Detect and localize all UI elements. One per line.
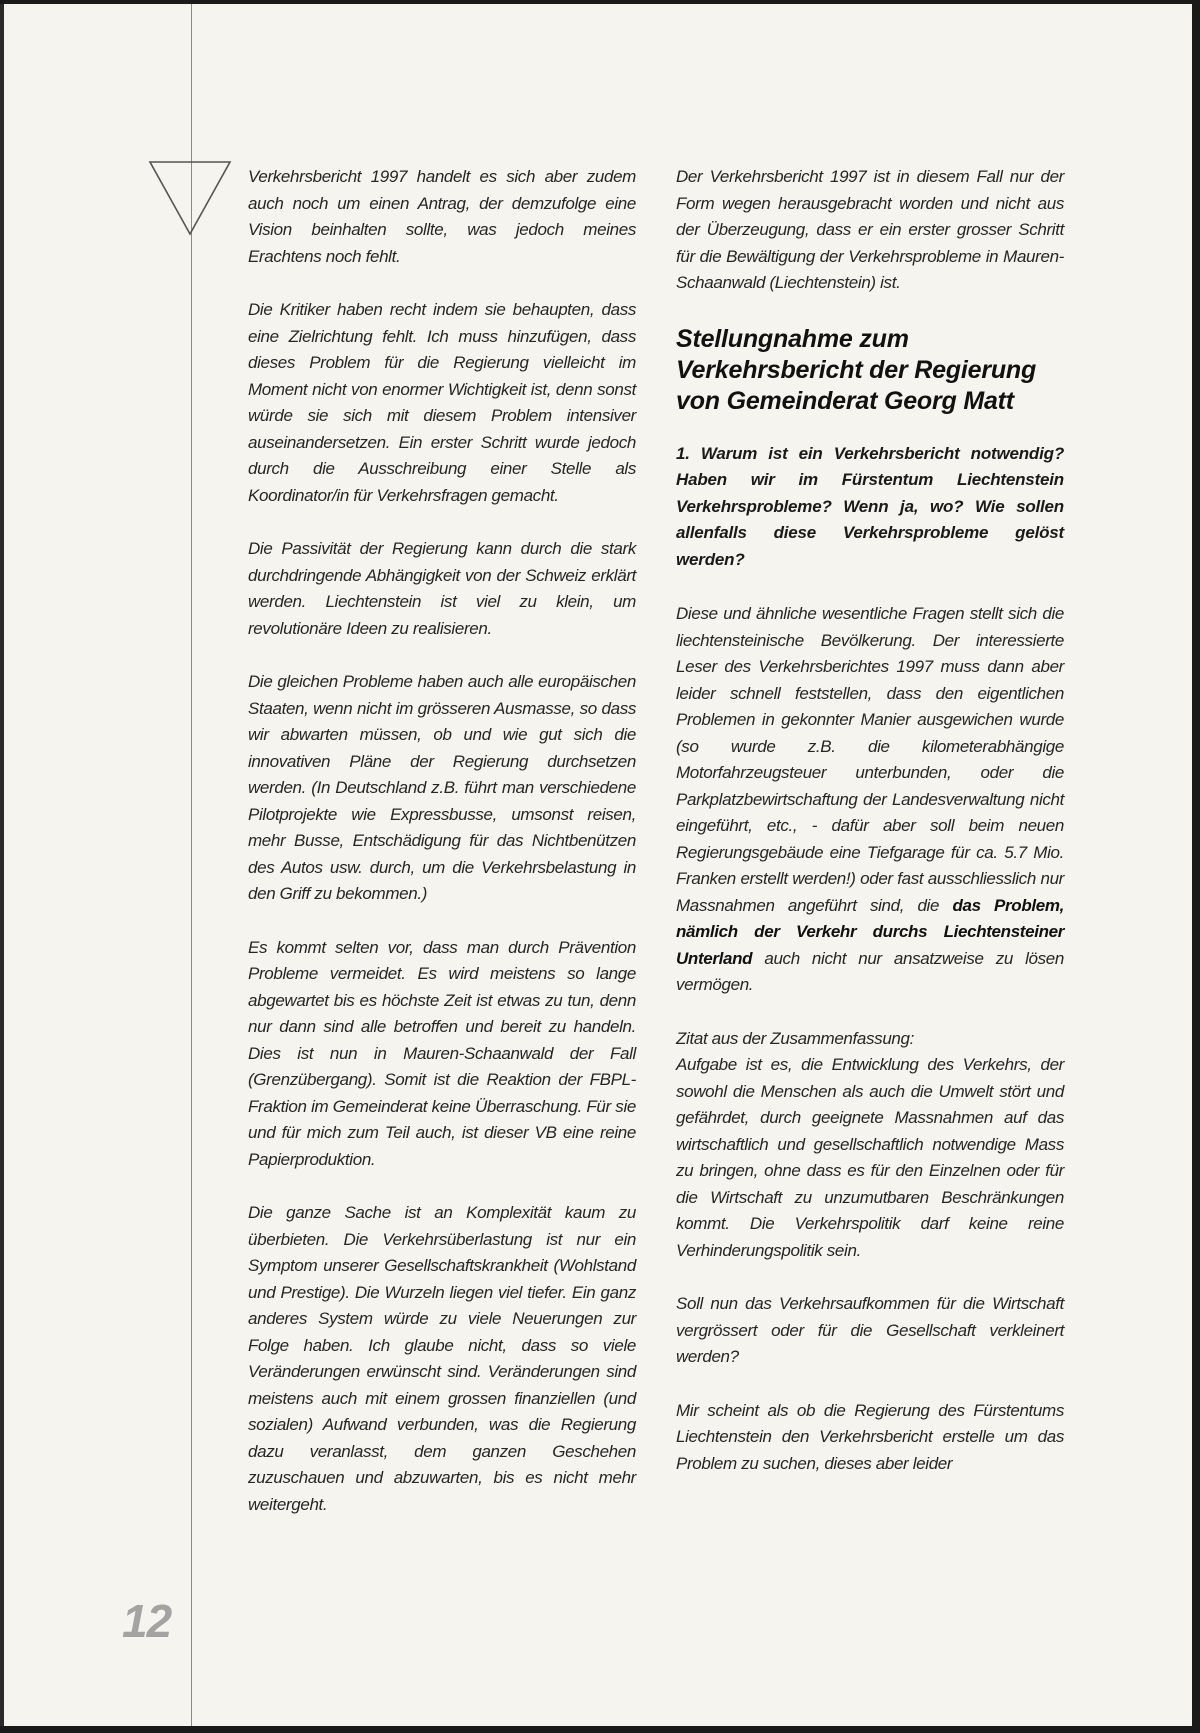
paragraph: Soll nun das Verkehrsaufkommen für die Wirtschaft vergrössert oder für die Gesellschaft verkleinert werden? <box>676 1294 1064 1366</box>
section-heading: Stellungnahme zum Verkehrsbericht der Regierung von Gemeinderat Georg Matt <box>676 324 1037 415</box>
paragraph: Die Passivität der Regierung kann durch die stark durchdringende Abhängigkeit von der Schweiz erklärt werden. Liechtenstein ist viel zu klein, um revolutionäre Ideen zu realisieren. <box>248 539 636 638</box>
margin-rule <box>191 4 192 1726</box>
quote-label: Zitat aus der Zusammenfassung: <box>676 1028 915 1048</box>
paragraph <box>676 601 1064 999</box>
paragraph: Die gleichen Probleme haben auch alle europäischen Staaten, wenn nicht im grösseren Ausmasse, so dass wir abwarten müssen, ob und wie gut sich die innovativen Pläne der Regierung durchsetzen werden. (In Deutschland z.B. führt man verschiedene Pilotprojekte wie Expressbusse, umsonst reisen, mehr Busse, Entschädigung für das Nichtbenützen des Autos usw. durch, um die Verkehrsbelastung in den Griff zu bekommen.) <box>248 672 636 903</box>
intro-paragraph: Der Verkehrsbericht 1997 ist in diesem Fall nur der Form wegen herausgebracht worden und nicht aus der Überzeugung, dass er ein erster grosser Schritt für die Bewältigung der Verkehrsprobleme in Mauren-Schaanwald (Liechtenstein) ist. <box>676 167 1064 292</box>
left-column <box>248 164 636 1545</box>
right-column <box>676 164 1064 1504</box>
paragraph-text: auch nicht nur ansatzweise zu lösen vermögen. <box>676 948 1064 994</box>
quote-text: Aufgabe ist es, die Entwicklung des Verkehrs, der sowohl die Menschen als auch die Umwelt stört und gefährdet, durch geeignete Massnahmen auf das wirtschaftlich und gesellschaftlich notwendige Mass zu bringen, ohne dass es für den Einzelnen oder für die Wirtschaft zu unzumutbaren Beschränkungen kommt. Die Verkehrspolitik darf keine reine Verhinderungspolitik sein. <box>676 1055 1064 1260</box>
emphasis-text: das Problem, nämlich der Verkehr durchs Liechtensteiner Unterland <box>676 895 1064 968</box>
paragraph: Es kommt selten vor, dass man durch Prävention Probleme vermeidet. Es wird meistens so lange abgewartet bis es höchste Zeit ist etwas zu tun, denn nur dann sind alle betroffen und bereit zu handeln. Dies ist nun in Mauren-Schaanwald der Fall (Grenzübergang). Somit ist die Reaktion der FBPL-Fraktion im Gemeinderat keine Überraschung. Für sie und für mich zum Teil auch, ist dieser VB eine reine Papierproduktion. <box>248 937 636 1169</box>
yield-triangle-icon <box>148 160 232 236</box>
page-number: 12 <box>122 1595 172 1647</box>
question-paragraph: 1. Warum ist ein Verkehrsbericht notwendig? Haben wir im Fürstentum Liechtenstein Verkehrsprobleme? Wenn ja, wo? Wie sollen allenfalls diese Verkehrsprobleme gelöst werden? <box>676 443 1064 569</box>
paragraph: Die Kritiker haben recht indem sie behaupten, dass eine Zielrichtung fehlt. Ich muss hinzufügen, dass dieses Problem für die Regierung vielleicht im Moment nicht von enormer Wichtigkeit ist, denn sonst würde sie sich mit diesem Problem intensiver auseinandersetzen. Ein erster Schritt wurde jedoch durch die Ausschreibung einer Stelle als Koordinator/in für Verkehrsfragen gemacht. <box>248 300 636 505</box>
document-page <box>0 4 1192 1726</box>
paragraph: Die ganze Sache ist an Komplexität kaum zu überbieten. Die Verkehrsüberlastung ist nur ein Symptom unserer Gesellschaftskrankheit (Wohlstand und Prestige). Die Wurzeln liegen viel tiefer. Ein ganz anderes System würde zu viele Neuerungen zur Folge haben. Ich glaube nicht, dass so viele Veränderungen erwünscht sind. Veränderungen sind meistens auch mit einem grossen finanziellen (und sozialen) Aufwand verbunden, was die Regierung dazu veranlasst, dem ganzen Geschehen zuzuschauen und abzuwarten, bis es nicht mehr weitergeht. <box>248 1203 636 1514</box>
paragraph: Mir scheint als ob die Regierung des Fürstentums Liechtenstein den Verkehrsbericht erstelle um das Problem zu suchen, dieses aber leider <box>676 1400 1064 1473</box>
page-edge <box>0 4 4 1726</box>
paragraph: Verkehrsbericht 1997 handelt es sich aber zudem auch noch um einen Antrag, der demzufolge eine Vision beinhalten sollte, was jedoch meines Erachtens noch fehlt. <box>248 167 636 266</box>
paragraph-text: Diese und ähnliche wesentliche Fragen stellt sich die liechtensteinische Bevölkerung. Der interessierte Leser des Verkehrsberichtes 1997 muss dann aber leider schnell feststellen, dass den eigentlichen Problemen in gekonnter Manier ausgewichen wurde (so wurde z.B. die kilometerabhängige Motorfahrzeugsteuer unterbunden, oder die Parkplatzbewirtschaftung der Landesverwaltung nicht eingeführt, etc., - dafür aber soll beim neuen Regierungsgebäude eine Tiefgarage für ca. 5.7 Mio. Franken erstellt werden!) oder fast ausschliesslich nur Massnahmen angeführt sind, die <box>676 604 1064 915</box>
